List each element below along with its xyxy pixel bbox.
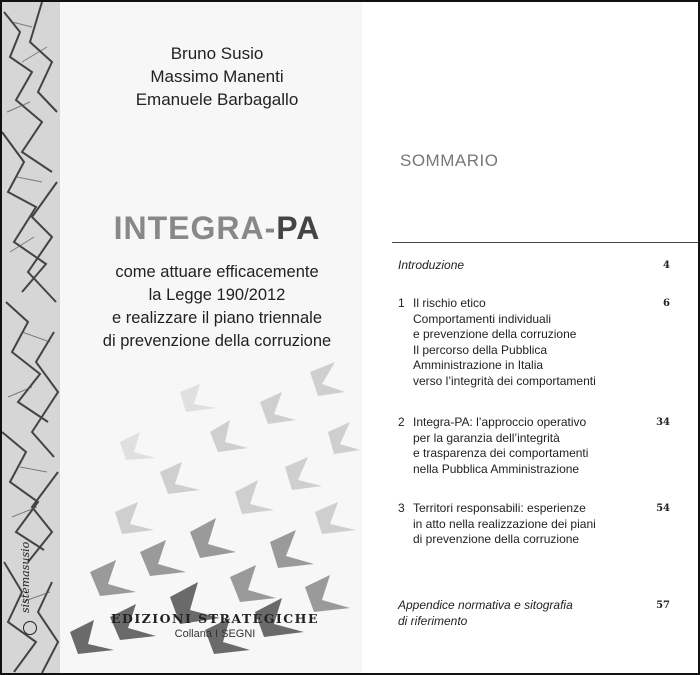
publisher-spine-logo xyxy=(16,541,44,647)
toc-entry-line: e trasparenza dei comportamenti xyxy=(413,446,589,460)
author-name: Bruno Susio xyxy=(170,44,264,63)
toc-entry-line: Il percorso della Pubblica xyxy=(413,342,548,357)
toc-entry-line: di prevenzione della corruzione xyxy=(413,532,580,546)
subtitle-line: di prevenzione della corruzione xyxy=(102,332,332,350)
book-title-tail: PA xyxy=(276,210,321,246)
book-subtitle xyxy=(72,261,362,353)
toc-chapter-number: 1 xyxy=(398,296,405,310)
toc-heading: SOMMARIO xyxy=(400,151,499,170)
toc-chapter-number: 3 xyxy=(398,501,405,515)
toc-entry-title xyxy=(413,296,661,389)
toc-entry-title xyxy=(398,258,648,274)
toc-entry-title xyxy=(398,598,648,629)
subtitle-line: e realizzare il piano triennale xyxy=(111,309,323,327)
toc-entry-title xyxy=(413,415,661,477)
toc-entry-line: Territori responsabili: esperienze xyxy=(413,501,586,515)
toc-entry-line: Appendice normativa e sitografia xyxy=(398,598,573,612)
toc-page-number: 34 xyxy=(656,417,670,428)
series-name: Collana I SEGNI xyxy=(174,628,256,640)
toc-chapter-number: 2 xyxy=(398,415,405,429)
toc-page-number: 54 xyxy=(656,503,670,514)
toc-entry-line: verso l’integrità dei comportamenti xyxy=(413,373,596,388)
toc-divider xyxy=(392,242,698,243)
toc-entry-line: per la garanzia dell’integrità xyxy=(413,430,560,445)
toc-entry-line: Amministrazione in Italia xyxy=(413,358,544,372)
table-of-contents xyxy=(362,2,698,673)
cover-texture-strip xyxy=(2,2,60,673)
book-title-main: INTEGRA- xyxy=(113,210,277,246)
toc-entry-line: in atto nella realizzazione dei piani xyxy=(413,516,596,531)
toc-entry-line: nella Pubblica Amministrazione xyxy=(413,461,580,476)
author-name: Massimo Manenti xyxy=(150,67,284,86)
toc-entry-line: Comportamenti individuali xyxy=(413,311,552,326)
toc-entry-line: Il rischio etico xyxy=(413,296,486,310)
author-name: Emanuele Barbagallo xyxy=(135,90,299,109)
logo-ring-icon xyxy=(23,621,37,635)
toc-page-number: 6 xyxy=(663,298,670,309)
toc-page-number: 4 xyxy=(663,260,670,271)
toc-entry-line: e prevenzione della corruzione xyxy=(413,327,577,341)
subtitle-line: come attuare efficacemente xyxy=(115,263,319,281)
toc-page-number: 57 xyxy=(656,600,670,611)
cover-authors xyxy=(102,42,332,111)
subtitle-line: la Legge 190/2012 xyxy=(148,286,286,304)
toc-entry-line: Introduzione xyxy=(398,258,465,272)
book-cover xyxy=(2,2,362,673)
toc-entry-title xyxy=(413,501,661,548)
book-title xyxy=(72,210,362,247)
toc-entry-line: Integra-PA: l’approccio operativo xyxy=(413,415,587,429)
toc-entry-line: di riferimento xyxy=(398,613,468,628)
spine-logo-text: sistemasusio xyxy=(19,541,32,613)
publisher-name: EDIZIONI STRATEGICHE xyxy=(110,611,320,626)
